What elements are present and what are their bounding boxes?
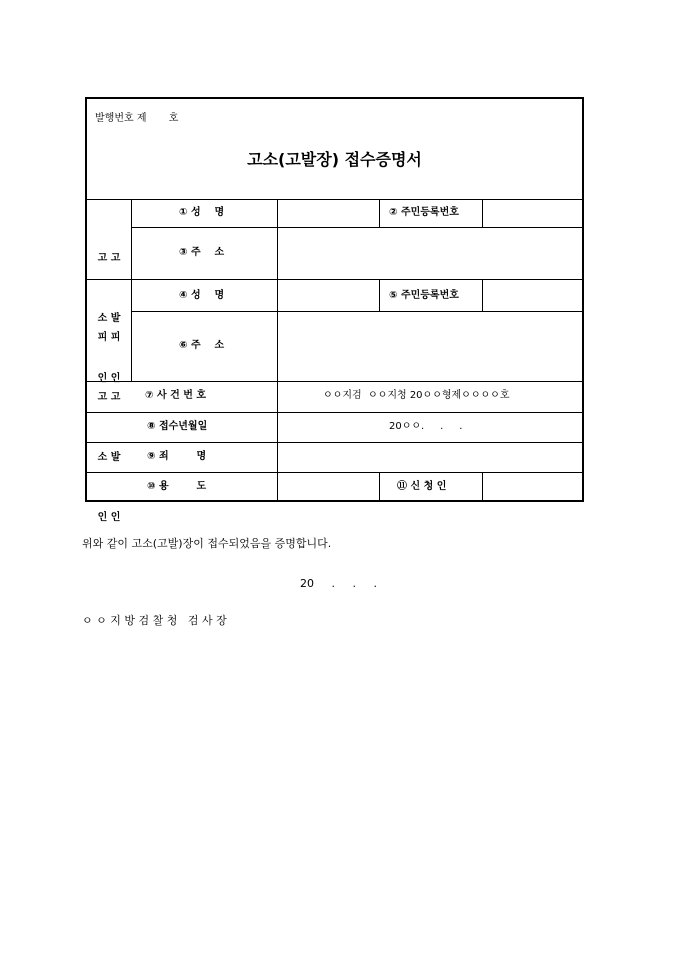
complainant-address-label: ③ 주 소 [179,247,225,258]
complainant-group-label: 고 고 소 발 인 인 [97,253,121,384]
divider [482,472,483,502]
divider [87,442,582,443]
complainant-id-label: ② 주민등록번호 [389,207,459,218]
accused-id-label: ⑤ 주민등록번호 [389,290,459,301]
form-title: 고소(고발장) 접수증명서 [247,150,422,169]
divider [87,381,582,382]
certificate-form [85,97,584,523]
divider [87,472,582,473]
divider [379,472,380,502]
issuer-signature: ㅇ ㅇ 지 방 검 찰 청 검 사 장 [82,614,227,627]
receipt-date-label: ⑧ 접수년월일 [147,421,208,432]
accused-address-label: ⑥ 주 소 [179,340,225,351]
certification-statement: 위와 같이 고소(고발)장이 접수되었음을 증명합니다. [82,537,332,550]
complainant-name-label: ① 성 명 [179,207,225,218]
certification-date: 20 . . . [300,577,377,590]
accused-group-label: 피 피 고 고 소 발 인 인 [97,332,121,523]
divider [379,279,380,311]
case-number-value: ㅇㅇ지검 ㅇㅇ지청 20ㅇㅇ형제ㅇㅇㅇㅇ호 [323,390,510,401]
divider [87,279,582,280]
divider [131,227,582,228]
charge-label: ⑨ 죄 명 [147,451,207,462]
divider [482,199,483,227]
accused-name-label: ④ 성 명 [179,290,225,301]
purpose-label: ⑩ 용 도 [147,481,207,492]
divider [277,199,278,502]
divider [131,199,132,381]
divider [482,279,483,311]
issue-number: 발행번호 제 호 [95,113,179,124]
receipt-date-value: 20ㅇㅇ. . . [389,421,463,432]
divider [87,412,582,413]
case-number-label: ⑦ 사 건 번 호 [145,390,207,401]
applicant-label: ⑪ 신 청 인 [397,481,447,492]
divider [131,311,582,312]
divider [87,199,582,200]
divider [379,199,380,227]
